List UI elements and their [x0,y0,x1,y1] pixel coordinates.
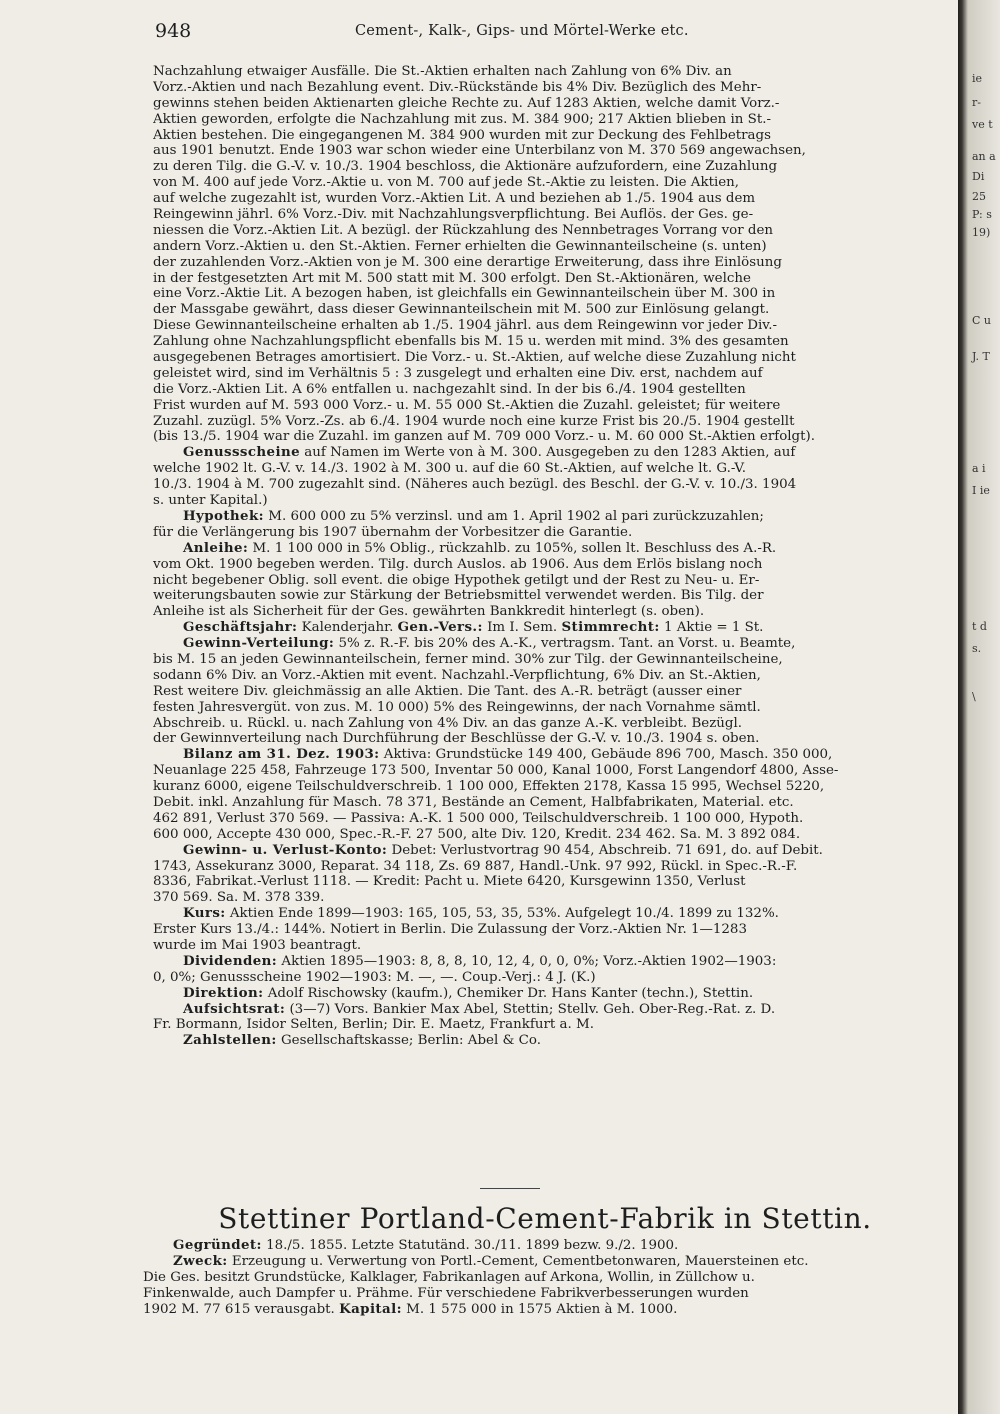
adjacent-page-fragment: a i [972,462,986,475]
page-header [155,20,955,50]
line-text: Aktien bestehen. Die eingegangenen M. 384 900 wurden mit zur Deckung des Fehlbetrags [153,127,771,143]
text-line [153,604,953,620]
main-text-block [153,64,953,1049]
text-line [153,271,953,287]
text-line [153,573,953,589]
line-text: aus 1901 benutzt. Ende 1903 war schon wieder eine Unterbilanz von M. 370 569 angewachsen, [153,143,806,159]
line-text: von M. 400 auf jede Vorz.-Aktie u. von M. 700 auf jede St.-Aktie zu leisten. Die Aktien, [153,175,740,191]
section-divider [480,1188,540,1189]
line-text: Im I. Sem. [482,620,562,636]
text-line [153,652,953,668]
text-line [153,445,953,461]
adjacent-page-fragment: P: s [972,208,992,221]
entry-label: Hypothek: [183,508,264,524]
text-line [143,1270,943,1286]
line-text: 18./5. 1855. Letzte Statutänd. 30./11. 1899 bezw. 9./2. 1900. [261,1238,679,1253]
text-line [153,827,953,843]
line-text: Finkenwalde, auch Dampfer u. Prähme. Für verschiedene Fabrikverbesserungen wurden [143,1285,749,1301]
line-text: sodann 6% Div. an Vorz.-Aktien mit event. Nachzahl.-Verpflichtung, 6% Div. an St.-Aktien, [153,667,761,683]
text-line [153,382,953,398]
line-text: M. 600 000 zu 5% verzinsl. und am 1. April 1902 al pari zurückzuzahlen; [264,508,764,524]
text-line [153,731,953,747]
text-line [153,175,953,191]
adjacent-page-fragment: ve t [972,118,993,131]
text-line [153,302,953,318]
line-text: ausgegebenen Betrages amortisiert. Die Vorz.- u. St.-Aktien, auf welche diese Zuzahlung nicht [153,350,796,366]
text-line [153,716,953,732]
text-line [153,1017,953,1033]
text-line [153,954,953,970]
adjacent-page-fragment: \ [972,690,976,703]
text-line [153,668,953,684]
text-line [153,223,953,239]
line-text: Zuzahl. zuzügl. 5% Vorz.-Zs. ab 6./4. 1904 wurde noch eine kurze Frist bis 20./5. 1904 gestellt [153,413,795,429]
entry-label: Kurs: [183,906,226,922]
text-line [153,636,953,652]
entry-label: Zweck: [173,1253,228,1269]
text-line [143,1254,943,1270]
text-line [143,1238,943,1254]
text-line [153,334,953,350]
text-line [153,986,953,1002]
line-text: (bis 13./5. 1904 war die Zuzahl. im ganzen auf M. 709 000 Vorz.- u. M. 60 000 St.-Aktien erfolgt). [153,429,815,445]
entry-label: Gegründet: [173,1238,262,1253]
line-text: Anleihe ist als Sicherheit für der Ges. gewährten Bankkredit hinterlegt (s. oben). [153,604,705,620]
line-text: Diese Gewinnanteilscheine erhalten ab 1./5. 1904 jährl. aus dem Reingewinn vor jeder Div.- [153,318,778,334]
line-text: auf Namen im Werte von à M. 300. Ausgegeben zu den 1283 Aktien, auf [300,445,796,461]
line-text: 5% z. R.-F. bis 20% des A.-K., vertragsm. Tant. an Vorst. u. Beamte, [334,636,796,652]
text-line [153,525,953,541]
line-text: gewinns stehen beiden Aktienarten gleiche Rechte zu. Auf 1283 Aktien, welche damit Vorz.- [153,95,780,111]
line-text: Gesellschaftskasse; Berlin: Abel & Co. [276,1033,541,1049]
adjacent-page-fragment: C u [972,314,991,327]
adjacent-page-fragment: 19) [972,226,991,239]
line-text: Adolf Rischowsky (kaufm.), Chemiker Dr. Hans Kanter (techn.), Stettin. [263,985,754,1001]
line-text: die Vorz.-Aktien Lit. A 6% entfallen u. nachgezahlt sind. In der bis 6./4. 1904 gestellten [153,381,746,397]
text-line [153,779,953,795]
text-line [153,350,953,366]
text-line [153,747,953,763]
line-text: 10./3. 1904 à M. 700 zugezahlt sind. (Näheres auch bezügl. des Beschl. der G.-V. v. 10./3. 1904 [153,477,797,493]
text-line [153,143,953,159]
line-text: Aktien geworden, erfolgte die Nachzahlung mit zus. M. 384 900; 217 Aktien blieben in St.- [153,111,772,127]
line-text: wurde im Mai 1903 beantragt. [153,937,362,953]
line-text: Aktiva: Grundstücke 149 400, Gebäude 896 700, Masch. 350 000, [379,747,833,763]
adjacent-page-fragment: Di [972,170,985,183]
line-text: 462 891, Verlust 370 569. — Passiva: A.-K. 1 500 000, Teilschuldverschreib. 1 100 000, Hypoth. [153,810,804,826]
text-line [153,700,953,716]
line-text: andern Vorz.-Aktien u. den St.-Aktien. Ferner erhielten die Gewinnanteilscheine (s. unten) [153,238,767,254]
line-text: 1902 M. 77 615 verausgabt. [143,1301,340,1317]
text-line [153,1033,953,1049]
entry-label: Gewinn-Verteilung: [183,636,335,652]
line-text: der zuzahlenden Vorz.-Aktien von je M. 300 eine derartige Erweiterung, dass ihre Einlösung [153,254,782,270]
line-text: Fr. Bormann, Isidor Selten, Berlin; Dir. E. Maetz, Frankfurt a. M. [153,1017,594,1033]
adjacent-page-fragment: s. [972,642,982,655]
text-line [153,588,953,604]
text-line [153,493,953,509]
line-text: Erzeugung u. Verwertung von Portl.-Cement, Cementbetonwaren, Mauersteinen etc. [227,1253,809,1269]
line-text: der Gewinnverteilung nach Durchführung der Beschlüsse der G.-V. v. 10./3. 1904 s. oben. [153,731,760,747]
line-text: welche 1902 lt. G.-V. v. 14./3. 1902 à M. 300 u. auf die 60 St.-Aktien, auf welche lt. G.-V. [153,461,747,477]
text-line [153,207,953,223]
text-line [153,128,953,144]
line-text: Nachzahlung etwaiger Ausfälle. Die St.-Aktien erhalten nach Zahlung von 6% Div. an [153,64,732,79]
line-text: Aktien Ende 1899—1903: 165, 105, 53, 35, 53%. Aufgelegt 10./4. 1899 zu 132%. [225,906,779,922]
adjacent-page-fragment: J. T [972,350,990,363]
text-line [143,1302,943,1318]
text-line [153,890,953,906]
text-line [153,112,953,128]
line-text: Debit. inkl. Anzahlung für Masch. 78 371, Bestände an Cement, Halbfabrikaten, Material. etc. [153,794,794,810]
line-text: Reingewinn jährl. 6% Vorz.-Div. mit Nachzahlungsverpflichtung. Bei Auflös. der Ges. ge- [153,207,754,223]
line-text: Aktien 1895—1903: 8, 8, 8, 10, 12, 4, 0, 0, 0%; Vorz.-Aktien 1902—1903: [277,953,777,969]
entry-label: Gen.-Vers.: [397,620,483,636]
text-line [153,64,953,80]
text-line [153,859,953,875]
adjacent-page-fragment: t d [972,620,987,633]
line-text: für die Verlängerung bis 1907 übernahm der Vorbesitzer die Garantie. [153,524,633,540]
line-text: (3—7) Vors. Bankier Max Abel, Stettin; Stellv. Geh. Ober-Reg.-Rat. z. D. [285,1001,776,1017]
text-line [153,557,953,573]
entry-label: Anleihe: [183,540,249,556]
adjacent-page-edge [958,0,1000,1414]
text-line [153,938,953,954]
line-text: 600 000, Accepte 430 000, Spec.-R.-F. 27 500, alte Div. 120, Kredit. 234 462. Sa. M. 3 892 084. [153,826,801,842]
text-line [153,96,953,112]
entry-label: Stimmrecht: [561,620,660,636]
line-text: M. 1 100 000 in 5% Oblig., rückzahlb. zu 105%, sollen lt. Beschluss des A.-R. [248,540,777,556]
line-text: weiterungsbauten sowie zur Stärkung der Betriebsmittel verwendet werden. Bis Tilg. der [153,588,764,604]
text-line [153,80,953,96]
text-line [153,509,953,525]
line-text: nicht begebener Oblig. soll event. die obige Hypothek getilgt und der Rest zu Neu- u. Er- [153,572,760,588]
line-text: 8336, Fabrikat.-Verlust 1118. — Kredit: Pacht u. Miete 6420, Kursgewinn 1350, Verlust [153,874,746,890]
line-text: Neuanlage 225 458, Fahrzeuge 173 500, Inventar 50 000, Kanal 1000, Forst Langendorf 4800, Asse- [153,763,839,779]
running-title: Cement-, Kalk-, Gips- und Mörtel-Werke etc. [355,23,689,39]
page-number: 948 [155,20,192,42]
text-line [153,239,953,255]
line-text: geleistet wird, sind im Verhältnis 5 : 3 zusgelegt und erhalten eine Div. erst, nachdem auf [153,365,763,381]
text-line [153,398,953,414]
line-text: in der festgesetzten Art mit M. 500 statt mit M. 300 erfolgt. Den St.-Aktionären, welche [153,270,751,286]
line-text: kuranz 6000, eigene Teilschuldverschreib. 1 100 000, Effekten 2178, Kassa 15 995, Wechsel 5220, [153,779,825,795]
line-text: niessen die Vorz.-Aktien Lit. A bezügl. der Rückzahlung des Nennbetrages Vorrang vor den [153,222,773,238]
line-text: s. unter Kapital.) [153,493,268,509]
line-text: vom Okt. 1900 begeben werden. Tilg. durch Auslos. ab 1906. Aus dem Erlös bislang noch [153,556,763,572]
entry-label: Zahlstellen: [183,1033,277,1049]
text-line [143,1286,943,1302]
line-text: Debet: Verlustvortrag 90 454, Abschreib. 71 691, do. auf Debit. [387,842,823,858]
entry-label: Geschäftsjahr: [183,620,298,636]
line-text: Die Ges. besitzt Grundstücke, Kalklager, Fabrikanlagen auf Arkona, Wollin, in Züllchow u. [143,1269,755,1285]
line-text: 1743, Assekuranz 3000, Reparat. 34 118, Zs. 69 887, Handl.-Unk. 97 992, Rückl. in Spec.-R.-F. [153,858,798,874]
text-line [153,191,953,207]
text-line [153,429,953,445]
entry-label: Kapital: [339,1301,402,1317]
line-text: auf welche zugezahlt ist, wurden Vorz.-Aktien Lit. A und beziehen ab 1./5. 1904 aus dem [153,191,756,207]
line-text: zu deren Tilg. die G.-V. v. 10./3. 1904 beschloss, die Aktionäre aufzufordern, eine Zuzahlung [153,159,778,175]
text-line [153,811,953,827]
line-text: 370 569. Sa. M. 378 339. [153,890,325,906]
entry-label: Dividenden: [183,953,278,969]
section-title: Stettiner Portland-Cement-Fabrik in Stettin. [218,1202,872,1235]
line-text: 0, 0%; Genussscheine 1902—1903: M. —, —. Coup.-Verj.: 4 J. (K.) [153,969,596,985]
text-line [153,922,953,938]
entry-label: Bilanz am 31. Dez. 1903: [183,747,380,763]
text-line [153,684,953,700]
line-text: M. 1 575 000 in 1575 Aktien à M. 1000. [401,1301,678,1317]
text-line [153,763,953,779]
text-line [153,906,953,922]
line-text: Abschreib. u. Rückl. u. nach Zahlung von 4% Div. an das ganze A.-K. verbleibt. Bezügl. [153,715,742,731]
adjacent-page-fragment: r- [972,96,981,109]
text-line [153,461,953,477]
entry-label: Direktion: [183,985,264,1001]
line-text: bis M. 15 an jeden Gewinnanteilschein, ferner mind. 30% zur Tilg. der Gewinnanteilscheine, [153,651,783,667]
entry-label: Aufsichtsrat: [183,1001,286,1017]
line-text: Frist wurden auf M. 593 000 Vorz.- u. M. 55 000 St.-Aktien die Zuzahl. geleistet; für weitere [153,397,781,413]
text-line [153,541,953,557]
line-text: Vorz.-Aktien und nach Bezahlung event. Div.-Rückstände bis 4% Div. Bezüglich des Mehr- [153,79,762,95]
line-text: festen Jahresvergüt. von zus. M. 10 000) 5% des Reingewinns, der nach Vornahme sämtl. [153,699,761,715]
section-text-block [143,1238,943,1317]
adjacent-page-fragment: I ie [972,484,990,497]
text-line [153,874,953,890]
text-line [153,970,953,986]
line-text: Rest weitere Div. gleichmässig an alle Aktien. Die Tant. des A.-R. beträgt (ausser einer [153,683,742,699]
line-text: eine Vorz.-Aktie Lit. A bezogen haben, ist gleichfalls ein Gewinnanteilschein über M. 300 in [153,286,776,302]
line-text: der Massgabe gewährt, dass dieser Gewinnanteilschein mit M. 500 zur Einlösung gelangt. [153,302,770,318]
text-line [153,159,953,175]
entry-label: Gewinn- u. Verlust-Konto: [183,842,388,858]
text-line [153,318,953,334]
adjacent-page-fragment: 25 [972,190,986,203]
text-line [153,366,953,382]
adjacent-page-fragment: an a [972,150,996,163]
entry-label: Genussscheine [183,445,300,461]
text-line [153,843,953,859]
text-line [153,477,953,493]
text-line [153,414,953,430]
text-line [153,620,953,636]
text-line [153,255,953,271]
text-line [153,286,953,302]
line-text: Zahlung ohne Nachzahlungspflicht ebenfalls bis M. 15 u. werden mit mind. 3% des gesamten [153,334,789,350]
line-text: Kalenderjahr. [297,620,398,636]
line-text: Erster Kurs 13./4.: 144%. Notiert in Berlin. Die Zulassung der Vorz.-Aktien Nr. 1—1283 [153,922,747,938]
adjacent-page-fragment: ie [972,72,983,85]
text-line [153,795,953,811]
text-line [153,1002,953,1018]
line-text: 1 Aktie = 1 St. [659,620,764,636]
